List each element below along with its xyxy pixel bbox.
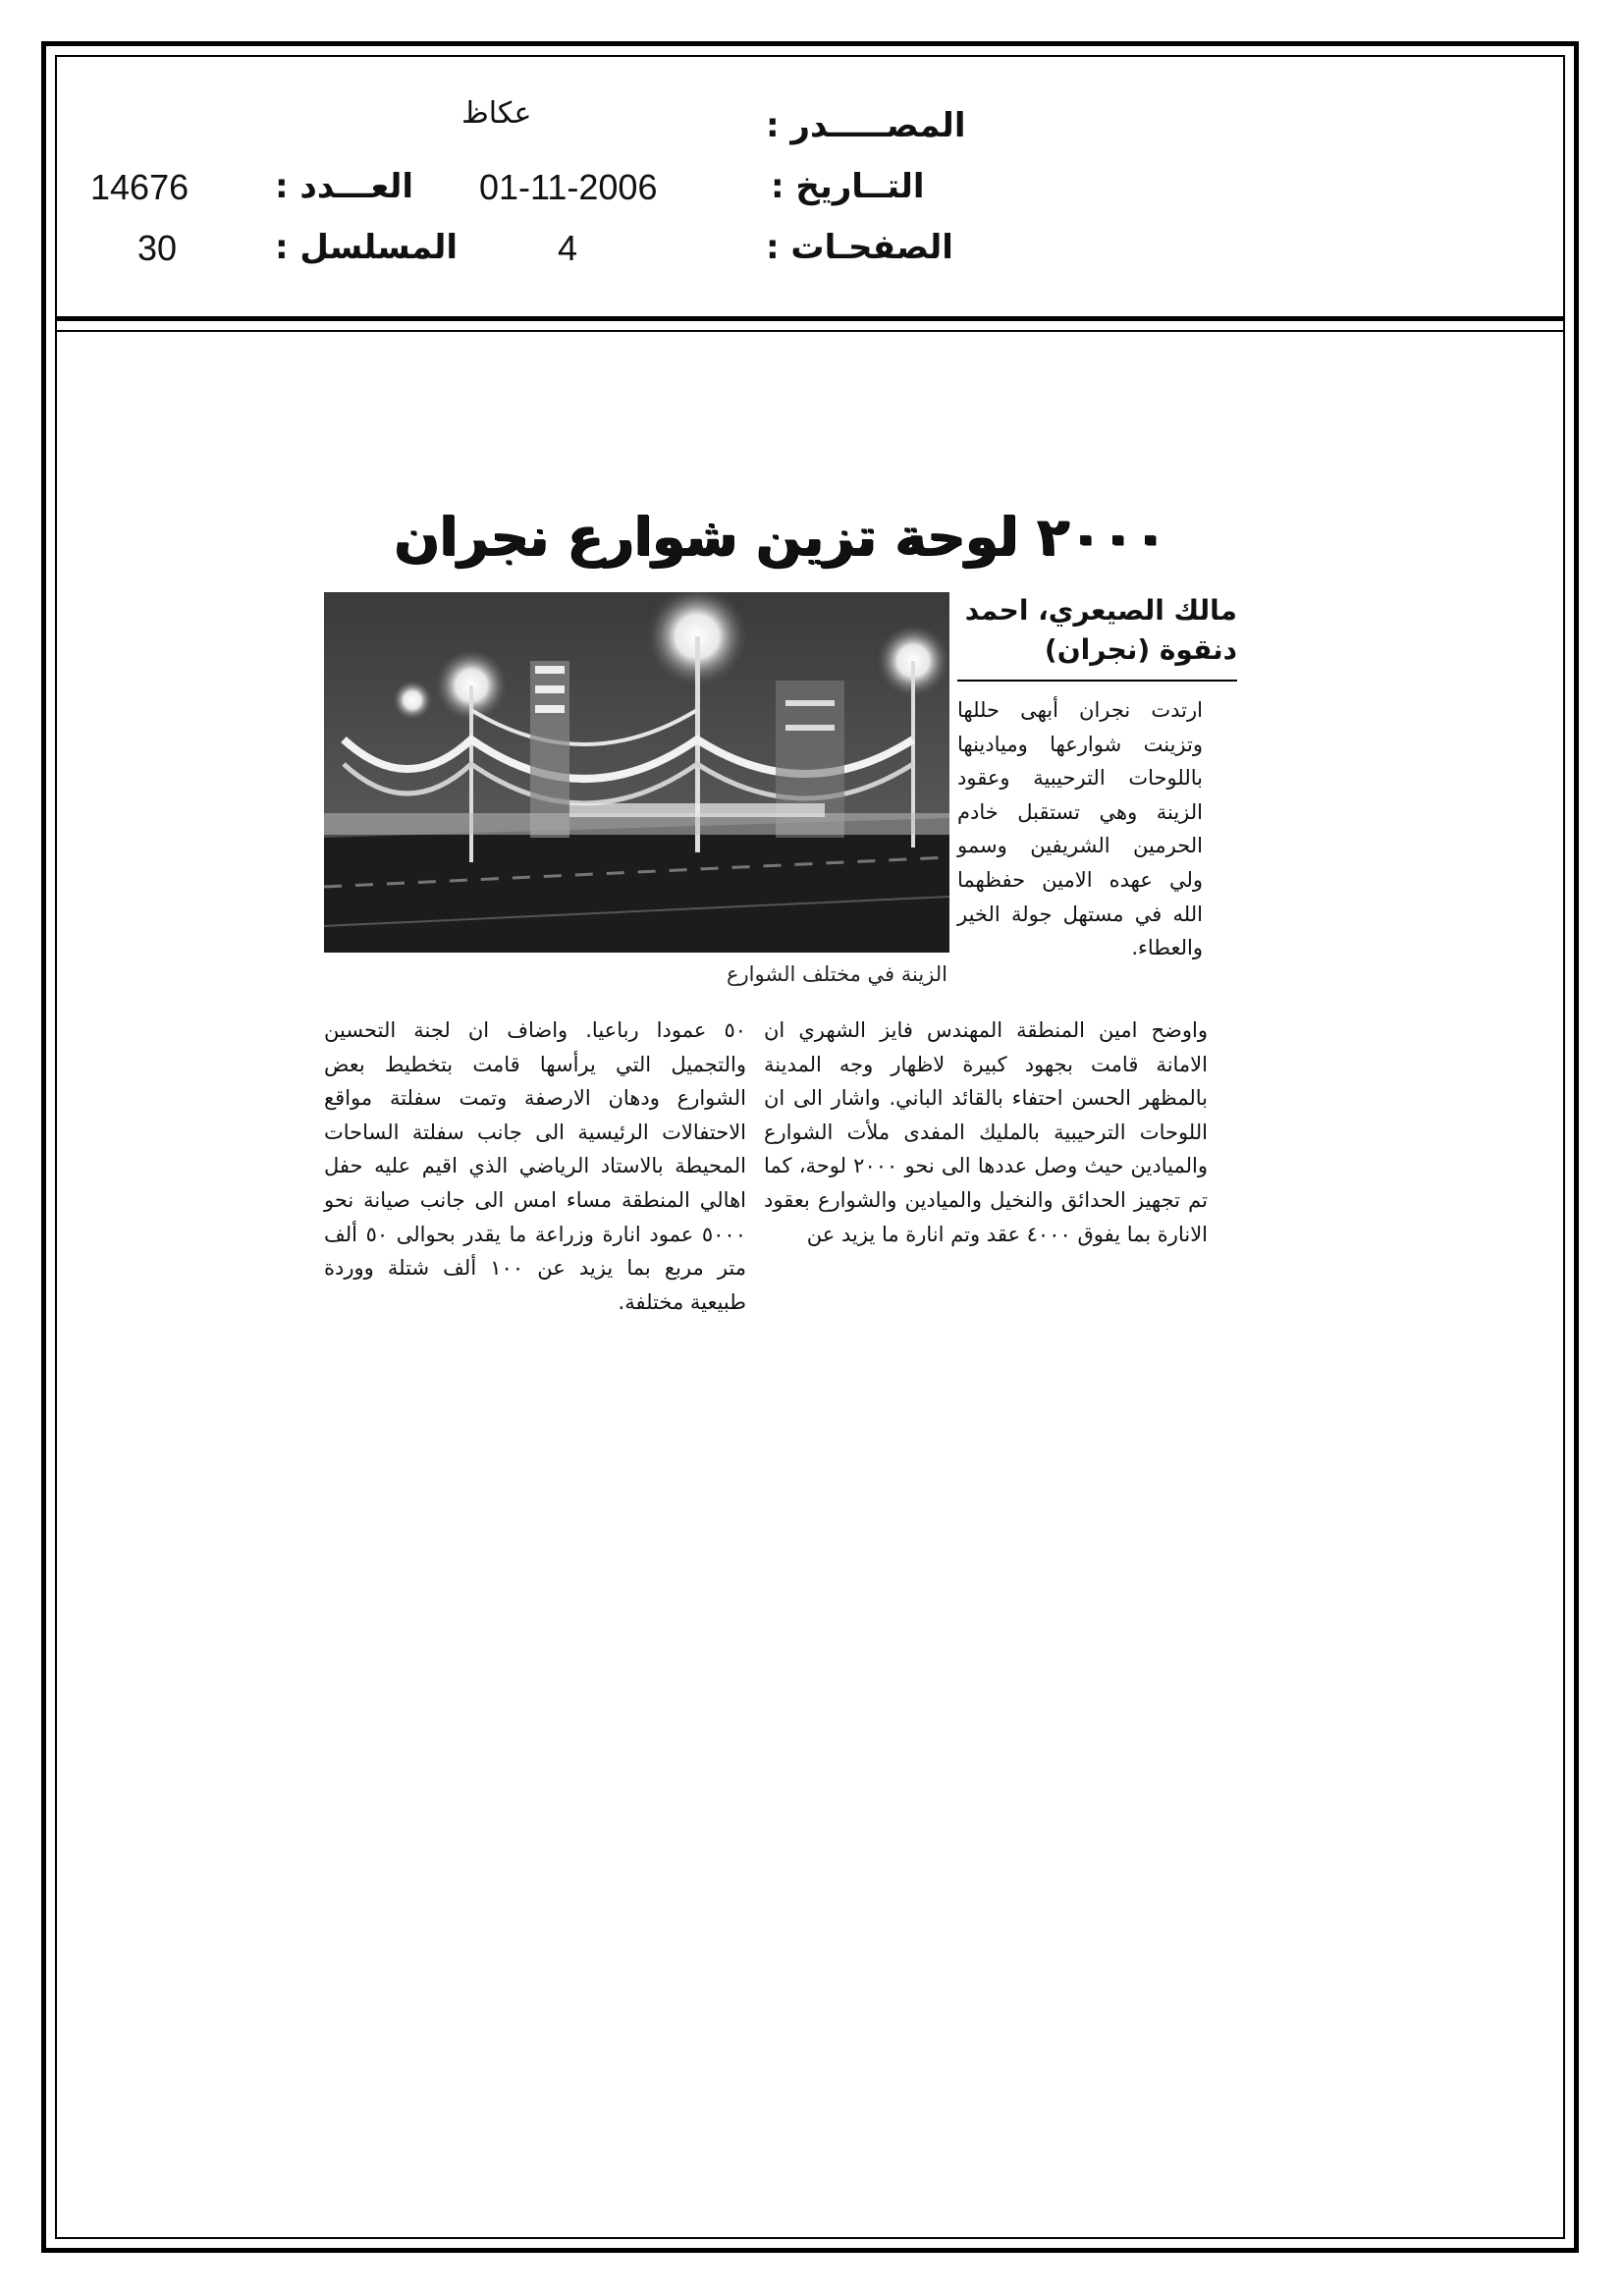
article-photo xyxy=(324,592,949,953)
byline-authors: مالك الصيعري، احمد xyxy=(964,594,1237,627)
source-label: المصـــــدر : xyxy=(766,106,966,145)
street-decorations-image xyxy=(324,592,949,953)
issue-label: العـــدد : xyxy=(275,167,413,206)
issue-value: 14676 xyxy=(90,167,189,207)
pages-value: 4 xyxy=(558,228,578,268)
article-column-right-top xyxy=(957,693,1232,965)
serial-label: المسلسل : xyxy=(275,228,459,267)
paragraph-mayor-statement: واوضح امين المنطقة المهندس فايز الشهري ان الامانة قامت بجهود كبيرة لاظهار وجه المدينة بالمظهر الحسن احتفاء بالقائد الباني. واشار الى ان اللوحات الترحيبية بالمليك المفدى ملأت الشوارع والميادين حيث وصل عددها الى نحو ٢٠٠٠ لوحة، كما تم تجهيز الحدائق والنخيل والميادين والشوارع بعقود الانارة بما يفوق ٤٠٠٠ عقد وتم انارة ما يزيد عن xyxy=(764,1018,1208,1246)
header-divider xyxy=(55,316,1565,321)
date-label: التــاريخ : xyxy=(771,167,925,206)
photo-caption: الزينة في مختلف الشوارع xyxy=(727,962,947,986)
header-divider-thin xyxy=(55,330,1565,332)
source-value: عكاظ xyxy=(461,97,532,130)
pages-label: الصفحـات : xyxy=(766,228,953,267)
byline-rule xyxy=(957,680,1237,682)
serial-value: 30 xyxy=(137,228,178,268)
byline-location: دنقوة (نجران) xyxy=(1044,633,1237,666)
paragraph-continuation: ٥٠ عمودا رباعيا. واضاف ان لجنة التحسين والتجميل التي يرأسها قامت بتخطيط بعض الشوارع ودهان الارصفة وتمت سفلتة مواقع الاحتفالات الرئيسية الى جانب سفلتة الساحات المحيطة بالاستاد الرياضي الذي اقيم عليه حفل اهالي المنطقة مساء امس الى جانب صيانة نحو ٥٠٠٠ عمود انارة وزراعة ما يقدر بحوالى ٥٠ ألف متر مربع بما يزيد عن ١٠٠ ألف شتلة ووردة طبيعية مختلفة. xyxy=(324,1018,746,1314)
paragraph-intro: ارتدت نجران أبهى حللها وتزينت شوارعها وميادينها باللوحات الترحيبية وعقود الزينة وهي تستقبل خادم الحرمين الشريفين وسمو ولي عهده الامين حفظهما الله في مستهل جولة الخير والعطاء. xyxy=(957,698,1203,960)
article-byline xyxy=(957,591,1237,670)
date-value: 01-11-2006 xyxy=(479,167,658,207)
article-column-right-bottom xyxy=(764,1013,1237,1251)
article-column-left xyxy=(324,1013,746,1319)
article-headline: ٢٠٠٠ لوحة تزين شوارع نجران xyxy=(394,506,1167,568)
